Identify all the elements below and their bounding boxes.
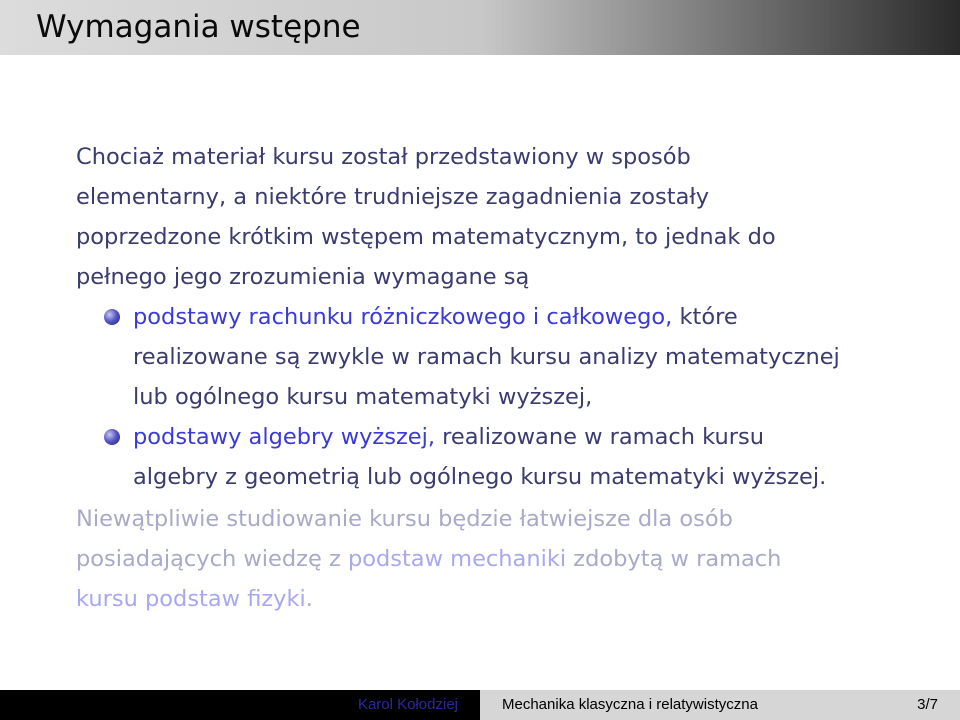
outro-text: .: [305, 586, 313, 612]
outro-line: [76, 539, 896, 579]
intro-line: pełnego jego zrozumienia wymagane są: [76, 264, 530, 290]
title-bar: [0, 0, 960, 55]
outro-paragraph: [76, 499, 896, 619]
item-line: [133, 417, 896, 457]
outro-text: zdobytą w ramach: [566, 546, 782, 572]
item-line: realizowane są zwykle w ramach kursu analizy matematycznej: [133, 344, 840, 370]
outro-line: Niewątpliwie studiowanie kursu będzie łatwiejsze dla osób: [76, 506, 733, 532]
intro-paragraph: [76, 137, 896, 297]
outro-text: posiadających wiedzę z: [76, 546, 348, 572]
item-line: lub ogólnego kursu matematyki wyższej,: [133, 384, 593, 410]
item-line: algebry z geometrią lub ogólnego kursu matematyki wyższej.: [133, 464, 827, 490]
item-highlight: podstawy algebry wyższej,: [133, 424, 436, 450]
footer-author[interactable]: Karol Kołodziej: [357, 696, 458, 713]
outro-line: [76, 579, 896, 619]
slide-title: Wymagania wstępne: [36, 9, 361, 45]
item-text: realizowane w ramach kursu: [435, 424, 764, 450]
outro-highlight: kursu podstaw fizyki: [76, 586, 306, 612]
item-text: które: [672, 304, 738, 330]
footer: [0, 690, 960, 720]
footer-page-number[interactable]: 3/7: [917, 696, 938, 713]
item-highlight: podstawy rachunku różniczkowego i całkowego,: [133, 304, 673, 330]
requirements-list: [76, 297, 896, 497]
intro-line: elementarny, a niektóre trudniejsze zagadnienia zostały: [76, 184, 710, 210]
intro-line: poprzedzone krótkim wstępem matematycznym, to jednak do: [76, 224, 776, 250]
footer-author-panel: [0, 690, 480, 720]
list-item: [76, 297, 896, 417]
list-item: [76, 417, 896, 497]
item-line: [133, 297, 896, 337]
footer-course-title[interactable]: Mechanika klasyczna i relatywistyczna: [502, 696, 758, 713]
bullet-ball-icon: [104, 429, 120, 445]
slide-body: [76, 137, 896, 619]
outro-highlight: podstaw mechaniki: [347, 546, 567, 572]
intro-line: Chociaż materiał kursu został przedstawiony w sposób: [76, 144, 691, 170]
footer-course-panel: [480, 690, 960, 720]
bullet-ball-icon: [104, 309, 120, 325]
